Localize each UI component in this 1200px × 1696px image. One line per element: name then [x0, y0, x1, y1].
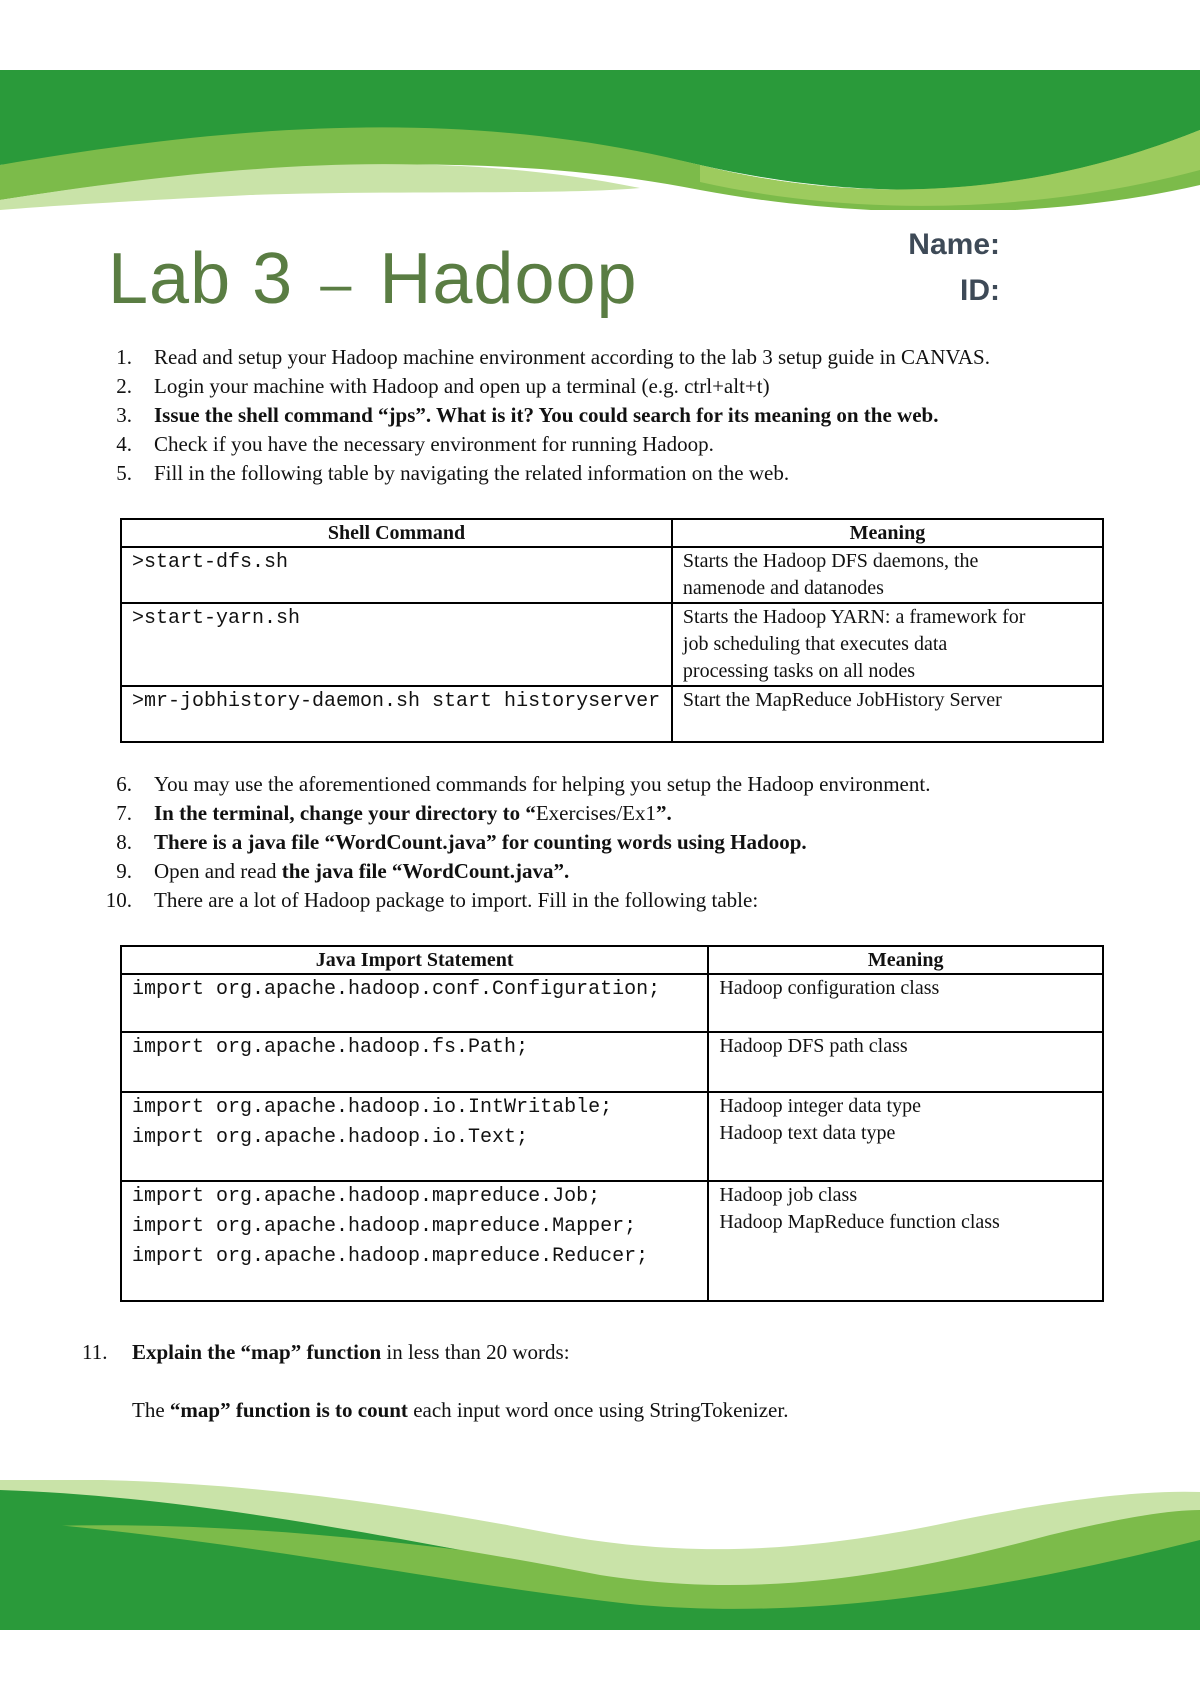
table-cell: Hadoop configuration class	[708, 974, 1103, 1032]
table-cell: import org.apache.hadoop.conf.Configuration;	[121, 974, 708, 1032]
java-import-table	[120, 945, 1104, 1302]
table-row	[121, 1092, 1103, 1181]
table-cell: import org.apache.hadoop.io.IntWritable; import org.apache.hadoop.io.Text;	[121, 1092, 708, 1181]
column-header: Java Import Statement	[121, 946, 708, 974]
header-wave-graphic	[0, 70, 1200, 210]
table-cell: Hadoop job class Hadoop MapReduce function class	[708, 1181, 1103, 1301]
table-cell: >start-yarn.sh	[121, 603, 672, 686]
question-11-number: 11.	[82, 1340, 108, 1364]
page-title	[108, 238, 638, 320]
table-row	[121, 1032, 1103, 1092]
list-item: 6. You may use the aforementioned commands for helping you setup the Hadoop environment.	[116, 772, 931, 796]
table-row	[121, 974, 1103, 1032]
table-cell: >mr-jobhistory-daemon.sh start historyserver	[121, 686, 672, 742]
list-item: 7. In the terminal, change your directory to “Exercises/Ex1”.	[116, 801, 672, 825]
name-id-block	[908, 222, 1000, 314]
list-item: 5. Fill in the following table by navigating the related information on the web.	[116, 461, 790, 485]
steps-list-a	[78, 343, 1118, 488]
column-header: Meaning	[708, 946, 1103, 974]
column-header: Shell Command	[121, 519, 672, 547]
shell-command-table	[120, 518, 1104, 743]
table-row	[121, 603, 1103, 686]
table-row	[121, 1181, 1103, 1301]
title-sub: Hadoop	[379, 239, 638, 319]
id-label: ID:	[960, 274, 1000, 307]
column-header: Meaning	[672, 519, 1103, 547]
table-cell: Starts the Hadoop DFS daemons, the namenode and datanodes	[672, 547, 1103, 603]
table-cell: >start-dfs.sh	[121, 547, 672, 603]
table-header-row	[121, 946, 1103, 974]
table-cell: import org.apache.hadoop.mapreduce.Job; import org.apache.hadoop.mapreduce.Mapper; import org.apache.hadoop.mapreduce.Reducer;	[121, 1181, 708, 1301]
title-dash: –	[320, 252, 353, 315]
question-11-text: Explain the “map” function in less than 20 words:	[132, 1340, 570, 1364]
table-cell: Start the MapReduce JobHistory Server	[672, 686, 1103, 742]
question-11-answer: The “map” function is to count each input word once using StringTokenizer.	[132, 1398, 789, 1422]
table-cell: Hadoop DFS path class	[708, 1032, 1103, 1092]
name-label: Name:	[908, 228, 1000, 261]
list-item: 1. Read and setup your Hadoop machine environment according to the lab 3 setup guide in CANVAS.	[116, 345, 990, 369]
list-item: 2. Login your machine with Hadoop and open up a terminal (e.g. ctrl+alt+t)	[116, 374, 770, 398]
table-cell: import org.apache.hadoop.fs.Path;	[121, 1032, 708, 1092]
title-main: Lab 3	[108, 239, 294, 319]
footer-wave-graphic	[0, 1480, 1200, 1630]
table-row	[121, 686, 1103, 742]
list-item: 4. Check if you have the necessary environment for running Hadoop.	[116, 432, 714, 456]
table-cell: Hadoop integer data type Hadoop text data type	[708, 1092, 1103, 1181]
table-row	[121, 547, 1103, 603]
table-header-row	[121, 519, 1103, 547]
steps-list-b	[78, 770, 1118, 915]
table-cell: Starts the Hadoop YARN: a framework for job scheduling that executes data processing tasks on all nodes	[672, 603, 1103, 686]
list-item: 9. Open and read the java file “WordCount.java”.	[116, 859, 570, 883]
list-item: 8. There is a java file “WordCount.java” for counting words using Hadoop.	[116, 830, 807, 854]
list-item: 3. Issue the shell command “jps”. What is it? You could search for its meaning on the web.	[116, 403, 939, 427]
list-item: 10. There are a lot of Hadoop package to import. Fill in the following table:	[105, 888, 759, 912]
